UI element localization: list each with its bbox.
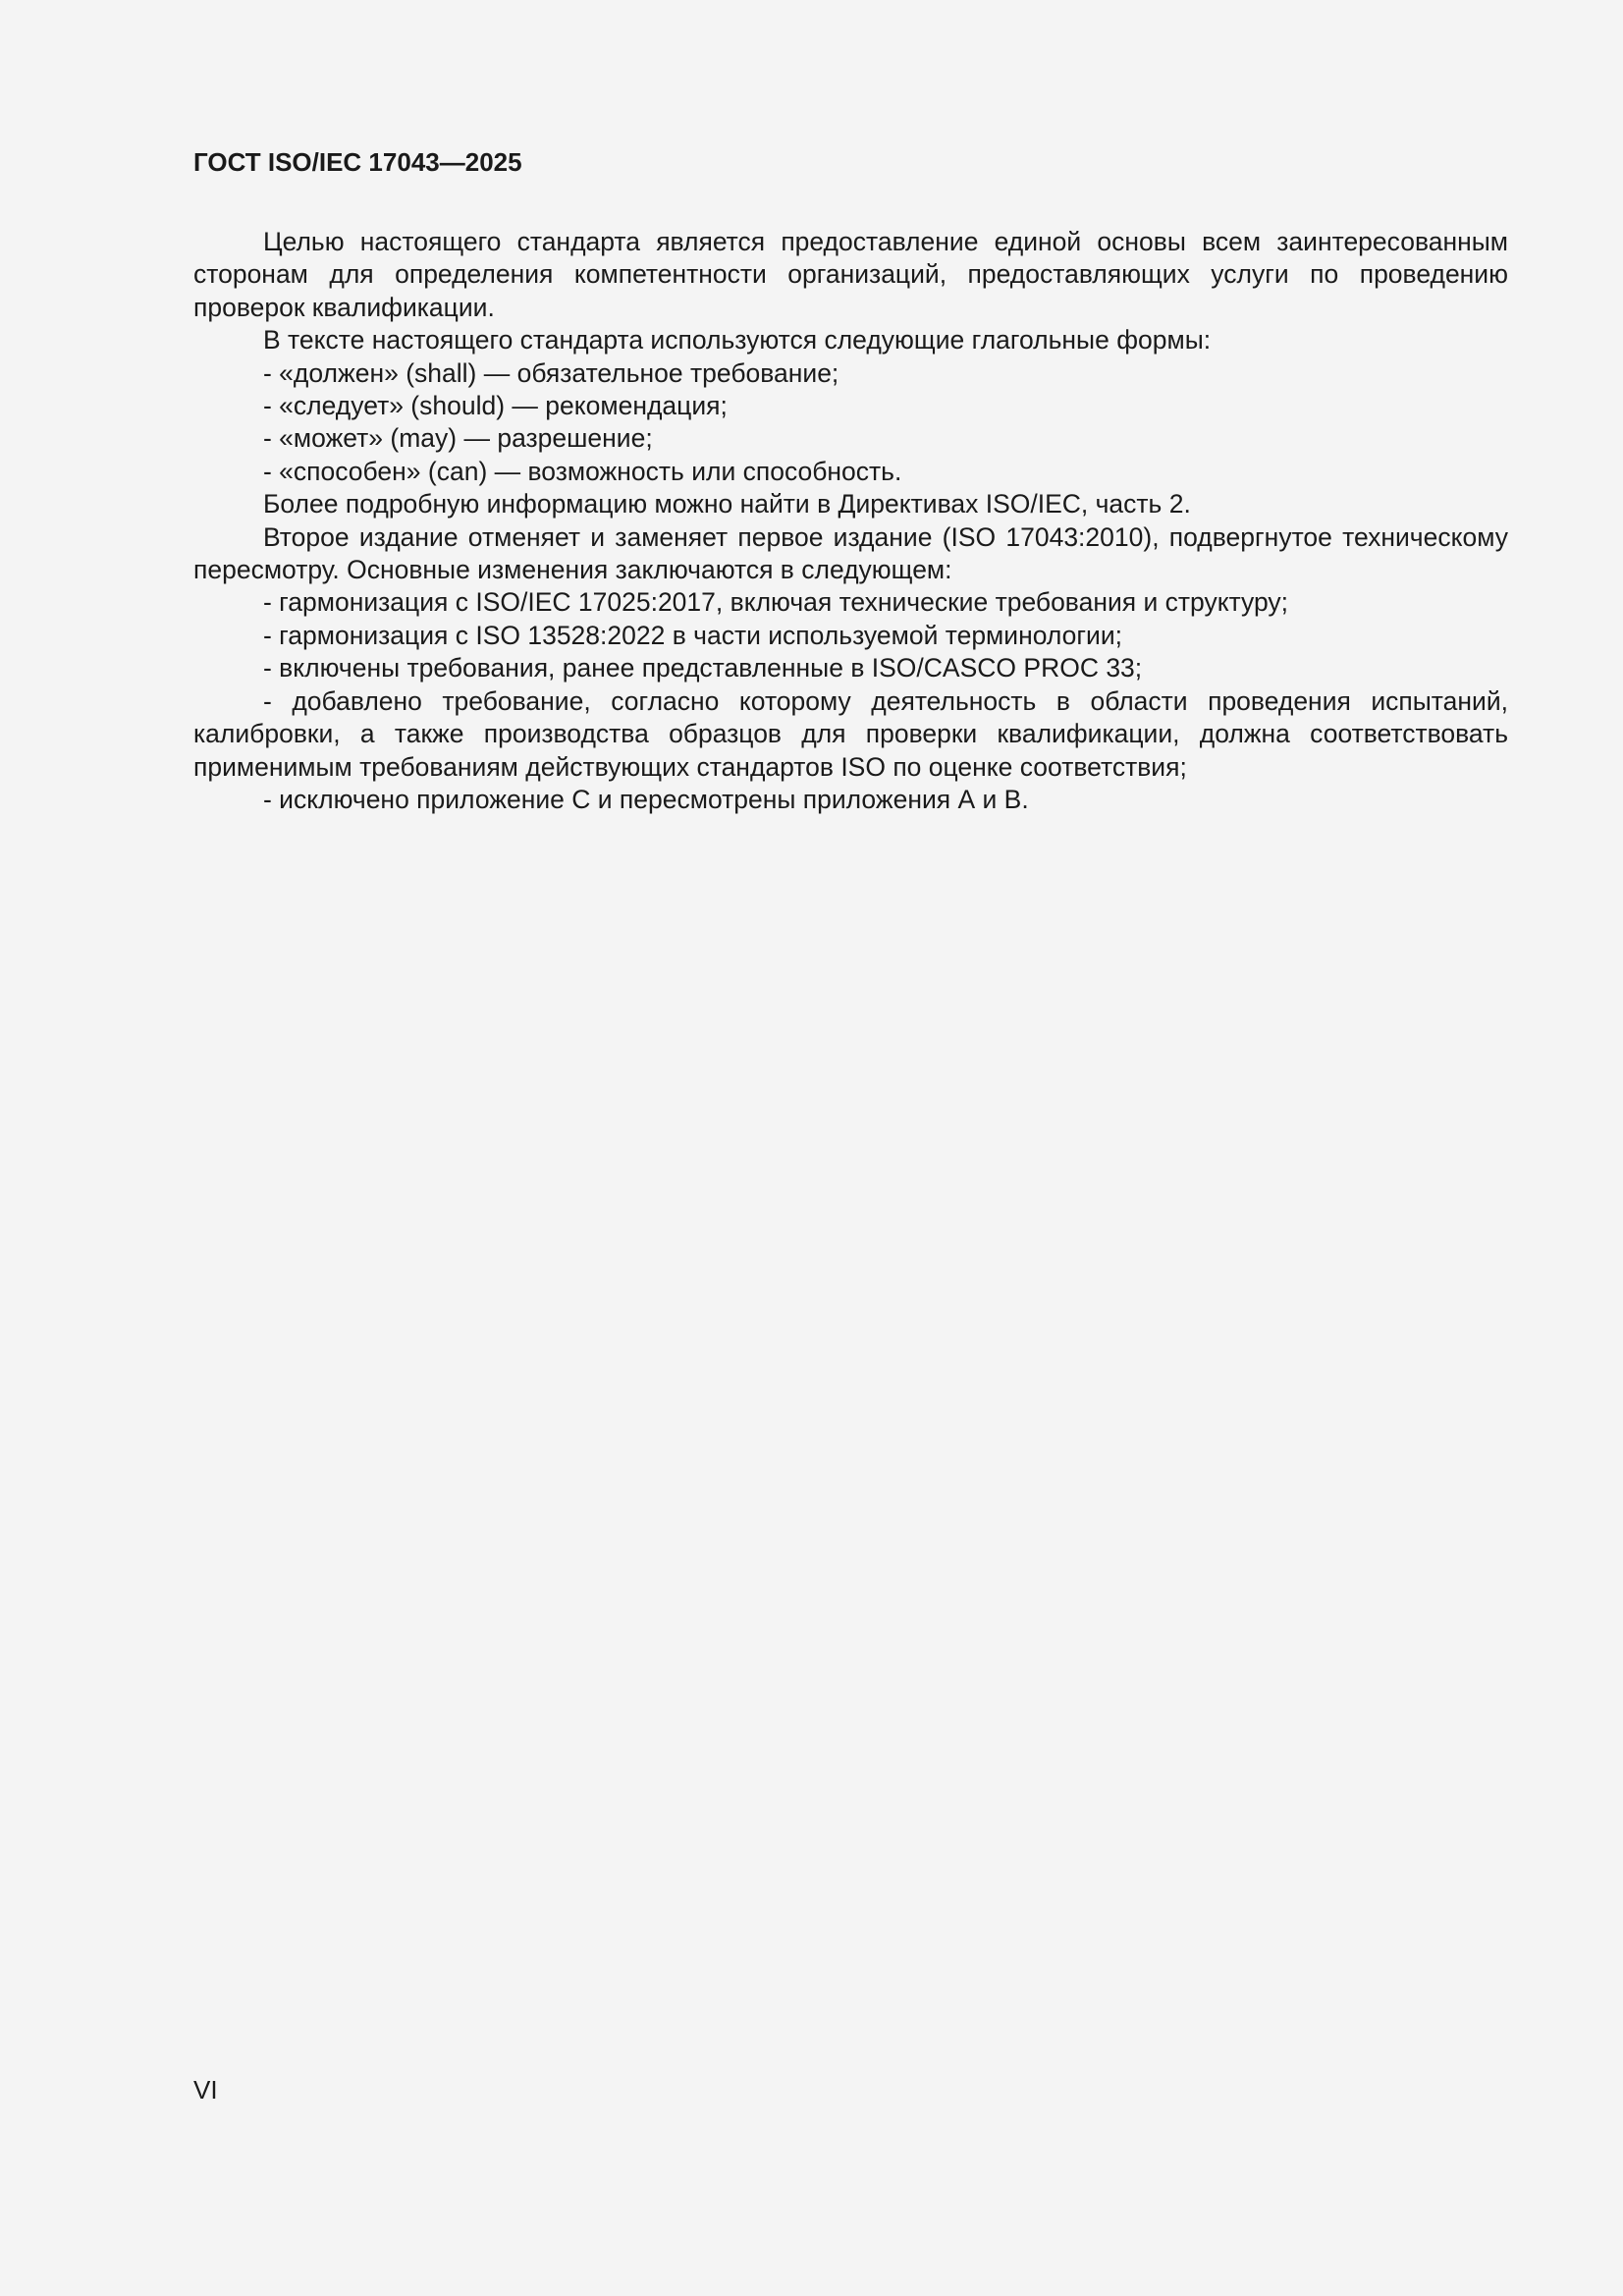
paragraph-edition: Второе издание отменяет и заменяет первое издание (ISO 17043:2010), подвергнутое техническому пересмотру. Основные изменения заключаются в следующем: bbox=[193, 521, 1508, 585]
changes-list bbox=[193, 586, 1508, 816]
verb-forms-list bbox=[193, 357, 1508, 489]
paragraph-directives: Более подробную информацию можно найти в Директивах ISO/IEC, часть 2. bbox=[263, 489, 1191, 519]
list-item: - «должен» (shall) — обязательное требование; bbox=[263, 357, 839, 388]
document-body bbox=[193, 226, 1508, 816]
list-item: - «может» (may) — разрешение; bbox=[263, 423, 653, 454]
list-item: - «способен» (can) — возможность или способность. bbox=[263, 456, 902, 486]
document-header: ГОСТ ISO/IEC 17043—2025 bbox=[193, 147, 522, 177]
list-item: - исключено приложение С и пересмотрены приложения А и В. bbox=[263, 784, 1029, 814]
list-item: - добавлено требование, согласно которому деятельность в области проведения испытаний, калибровки, а также производства образцов для проверки квалификации, должна соответствовать применимым требованиям действующих стандартов ISO по оценке соответствия; bbox=[193, 685, 1508, 782]
list-item: - гармонизация с ISO 13528:2022 в части используемой терминологии; bbox=[263, 620, 1123, 650]
paragraph-verb-forms-intro: В тексте настоящего стандарта используются следующие глагольные формы: bbox=[263, 325, 1212, 355]
list-item: - включены требования, ранее представленные в ISO/CASCO PROC 33; bbox=[263, 653, 1143, 683]
paragraph-purpose: Целью настоящего стандарта является предоставление единой основы всем заинтересованным сторонам для определения компетентности организаций, предоставляющих услуги по проведению проверок квалификации. bbox=[193, 227, 1508, 322]
list-item: - «следует» (should) — рекомендация; bbox=[263, 391, 728, 421]
page-number: VI bbox=[193, 2075, 218, 2105]
list-item: - гармонизация с ISO/IEC 17025:2017, включая технические требования и структуру; bbox=[263, 587, 1289, 618]
